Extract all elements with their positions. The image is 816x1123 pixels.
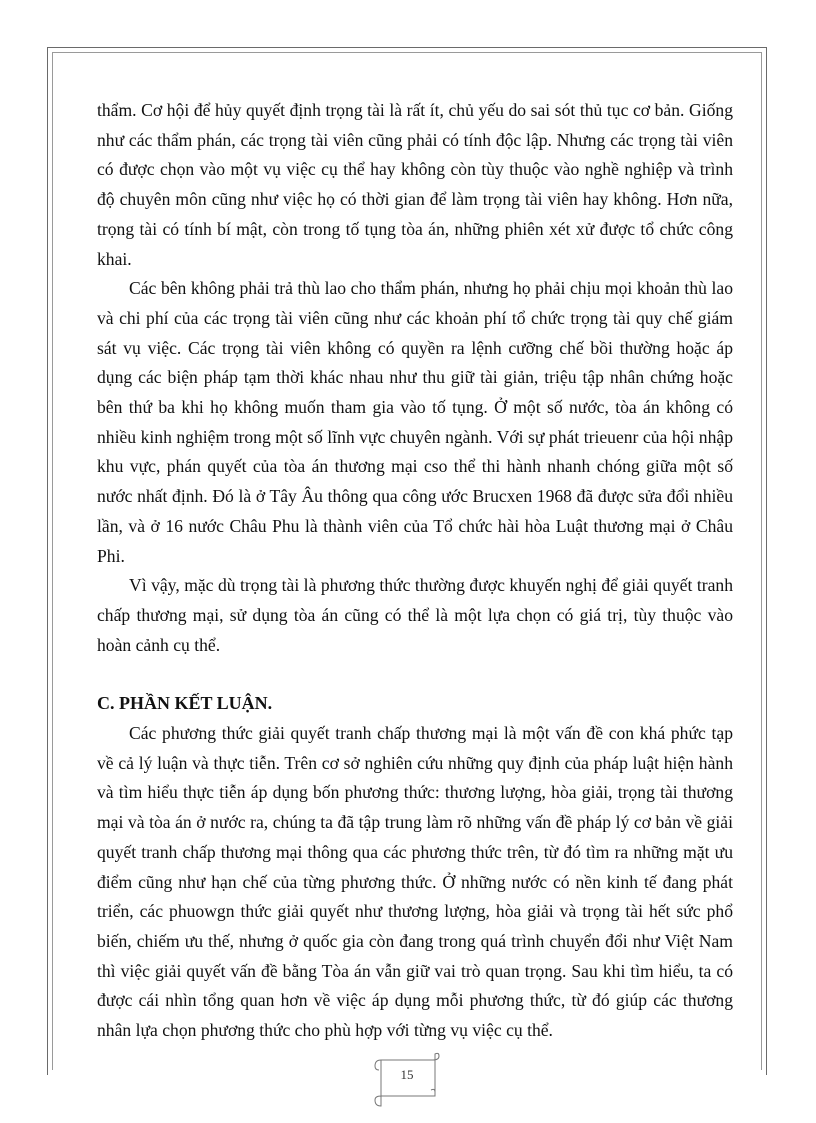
- page-number: 15: [400, 1067, 414, 1082]
- paragraph-summary: Vì vậy, mặc dù trọng tài là phương thức thường được khuyến nghị để giải quyết tranh chấp thương mại, sử dụng tòa án cũng có thể là một lựa chọn có giá trị, tùy thuộc vào hoàn cảnh cụ thể.: [97, 575, 733, 655]
- section-heading: C. PHẦN KẾT LUẬN.: [97, 693, 273, 714]
- paragraph-continued: thẩm. Cơ hội để hủy quyết định trọng tài là rất ít, chủ yếu do sai sót thủ tục cơ bản. Giống như các thẩm phán, các trọng tài viên cũng phải có tính độc lập. Nhưng các trọng tài viên có được chọn vào một vụ việc cụ thể hay không còn tùy thuộc vào nghề nghiệp và trình độ chuyên môn cũng như việc họ có thời gian để làm trọng tài viên hay không. Hơn nữa, trọng tài có tính bí mật, còn trong tố tụng tòa án, những phiên xét xử được tổ chức công khai.: [97, 100, 733, 269]
- paragraph-fees: Các bên không phải trả thù lao cho thẩm phán, nhưng họ phải chịu mọi khoản thù lao và chi phí của các trọng tài viên cũng như các khoản phí tổ chức trọng tài quy chế giám sát vụ việc. Các trọng tài viên không có quyền ra lệnh cưỡng chế bồi thường hoặc áp dụng các biện pháp tạm thời khác nhau như thu giữ tài giản, triệu tập nhân chứng hoặc bên thứ ba khi họ không muốn tham gia vào tố tụng. Ở một số nước, tòa án không có nhiều kinh nghiệm trong một số lĩnh vực chuyên ngành. Với sự phát trieuenr của hội nhập khu vực, phán quyết của tòa án thương mại cso thể thi hành nhanh chóng giữa một số nước nhất định. Đó là ở Tây Âu thông qua công ước Brucxen 1968 đã được sửa đổi nhiều lần, và ở 16 nước Châu Phu là thành viên của Tổ chức hài hòa Luật thương mại ở Châu Phi.: [97, 278, 733, 566]
- document-body: [97, 96, 733, 1046]
- paragraph-conclusion: Các phương thức giải quyết tranh chấp thương mại là một vấn đề con khá phức tạp về cả lý luận và thực tiễn. Trên cơ sở nghiên cứu những quy định của pháp luật hiện hành và tìm hiểu thực tiễn áp dụng bốn phương thức: thương lượng, hòa giải, trọng tài thương mại và tòa án ở nước ra, chúng ta đã tập trung làm rõ những vấn đề pháp lý cơ bản về giải quyết tranh chấp thương mại thông qua các phương thức trên, từ đó tìm ra những mặt ưu điểm cũng như hạn chế của từng phương thức. Ở những nước có nền kinh tế đang phát triển, các phuowgn thức giải quyết như thương lượng, hòa giải và trọng tài hết sức phổ biến, chiếm ưu thế, nhưng ở quốc gia còn đang trong quá trình chuyển đổi như Việt Nam thì việc giải quyết vấn đề bằng Tòa án vẫn giữ vai trò quan trọng. Sau khi tìm hiểu, ta có được cái nhìn tổng quan hơn về việc áp dụng mỗi phương thức, từ đó giúp các thương nhân lựa chọn phương thức cho phù hợp với từng vụ việc cụ thể.: [97, 723, 733, 1041]
- page-number-scroll: [371, 1052, 443, 1109]
